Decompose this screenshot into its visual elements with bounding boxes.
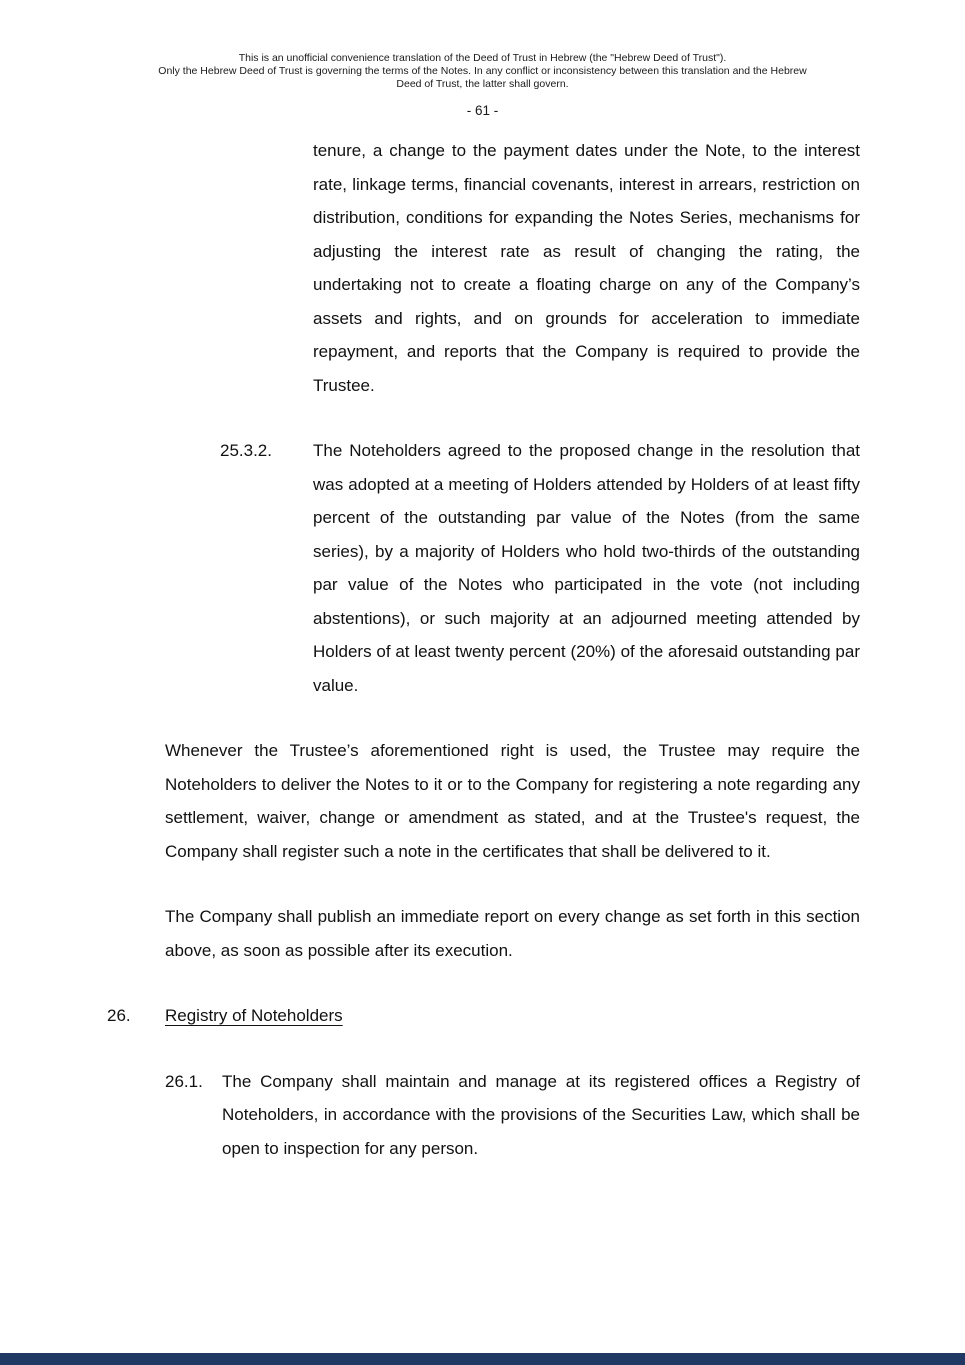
clause-25-3-2-text: The Noteholders agreed to the proposed change in the resolution that was adopted at a meeting of Holders attended by Holders of at least fifty percent of the outstanding par value of the Notes (from the same series), by a majority of Holders who hold two-thirds of the outstanding par value of the Notes who participated in the vote (not including abstentions), or such majority at an adjourned meeting attended by Holders of at least twenty percent (20%) of the aforesaid outstanding par value.	[313, 441, 860, 695]
disclaimer-line-2: Only the Hebrew Deed of Trust is governing the terms of the Notes. In any conflict or inconsistency between this translation and the Hebrew	[158, 65, 807, 77]
clause-25-3-2-number: 25.3.2.	[220, 441, 272, 460]
section-26-title: Registry of Noteholders	[165, 1006, 343, 1025]
section-26-heading	[107, 999, 860, 1033]
clause-26-1-text: The Company shall maintain and manage at its registered offices a Registry of Noteholders, in accordance with the provisions of the Securities Law, which shall be open to inspection for any person.	[222, 1071, 860, 1158]
clause-26-1-number: 26.1.	[165, 1071, 203, 1091]
disclaimer-header	[93, 0, 873, 91]
section-26-number: 26.	[107, 1006, 131, 1025]
page-number: - 61 -	[466, 103, 499, 118]
footer-bar	[0, 1353, 965, 1365]
disclaimer-line-1: This is an unofficial convenience translation of the Deed of Trust in Hebrew (the "Hebrew Deed of Trust").	[238, 52, 727, 64]
document-content	[0, 118, 965, 1165]
paragraph-trustee-right: Whenever the Trustee’s aforementioned right is used, the Trustee may require the Noteholders to deliver the Notes to it or to the Company for registering a note regarding any settlement, waiver, change or amendment as stated, and at the Trustee's request, the Company shall register such a note in the certificates that shall be delivered to it.	[165, 741, 860, 861]
clause-26-1	[165, 1065, 860, 1166]
disclaimer-line-3: Deed of Trust, the latter shall govern.	[396, 78, 569, 90]
paragraph-tenure-continuation: tenure, a change to the payment dates under the Note, to the interest rate, linkage terms, financial covenants, interest in arrears, restriction on distribution, conditions for expanding the Notes Series, mechanisms for adjusting the interest rate as result of changing the rating, the undertaking not to create a floating charge on any of the Company’s assets and rights, and on grounds for acceleration to immediate repayment, and reports that the Company is required to provide the Trustee.	[313, 141, 860, 395]
clause-25-3-2	[220, 434, 860, 702]
paragraph-immediate-report: The Company shall publish an immediate report on every change as set forth in this section above, as soon as possible after its execution.	[165, 907, 860, 960]
